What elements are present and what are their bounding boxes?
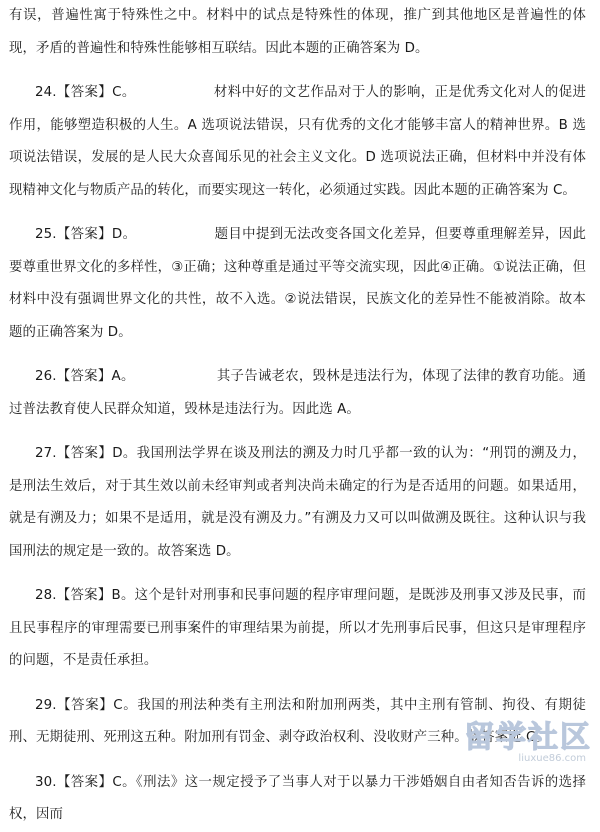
answer-label: 25.【答案】D。 (35, 227, 137, 242)
watermark-logo-text: 留学社区 (464, 720, 592, 755)
answer-paragraph-23-continued (9, 0, 586, 65)
answer-paragraph-26 (9, 361, 586, 426)
paragraph-text: 29.【答案】C。我国的刑法种类有主刑法和附加刑两类，其中主刑有管制、拘役、有期徒刑、无期徒刑、死刑这五种。附加刑有罚金、剥夺政治权利、没收财产三种。故答案选 C。 (9, 697, 586, 745)
paragraph-text: 有误，普遍性寓于特殊性之中。材料中的试点是特殊性的体现，推广到其他地区是普遍性的体现，矛盾的普遍性和特殊性能够相互联结。因此本题的正确答案为 D。 (9, 8, 586, 56)
answer-label: 24.【答案】C。 (35, 85, 136, 100)
paragraph-text: 题目中提到无法改变各国文化差异，但要尊重理解差异，因此要尊重世界文化的多样性，③正确；这种尊重是通过平等交流实现，因此④正确。①说法正确，但材料中没有强调世界文化的共性，故不入选。②说法错误，民族文化的差异性不能被消除。故本题的正确答案为 D。 (9, 227, 586, 340)
paragraph-text: 27.【答案】D。我国刑法学界在谈及刑法的溯及力时几乎都一致的认为：“刑罚的溯及力，是刑法生效后，对于其生效以前未经审判或者判决尚未确定的行为是否适用的问题。如果适用，就是有溯及力；如果不是适用，就是没有溯及力。”有溯及力又可以叫做溯及既往。这种认识与我国刑法的规定是一致的。故答案选 D。 (9, 446, 586, 559)
answer-paragraph-24 (9, 77, 586, 207)
answer-paragraph-29 (9, 690, 586, 755)
answer-label: 26.【答案】A。 (35, 369, 135, 384)
answer-paragraph-25 (9, 219, 586, 349)
answer-paragraph-28 (9, 580, 586, 678)
paragraph-text: 30.【答案】C。《刑法》这一规定授予了当事人对于以暴力干涉婚姻自由者知否告诉的选择权，因而 (9, 774, 586, 822)
watermark-url: liuxue86.com (518, 753, 586, 764)
answer-paragraph-30 (9, 767, 586, 832)
answer-paragraph-27 (9, 438, 586, 568)
paragraph-text: 其子告诫老农，毁林是违法行为，体现了法律的教育功能。通过普法教育使人民群众知道，毁林是违法行为。因此选 A。 (9, 369, 586, 417)
paragraph-text: 28.【答案】B。这个是针对刑事和民事问题的程序审理问题，是既涉及刑事又涉及民事，而且民事程序的审理需要已刑事案件的审理结果为前提，所以才先刑事后民事，但这只是审理程序的问题，不是责任承担。 (9, 588, 586, 668)
paragraph-text: 材料中好的文艺作品对于人的影响，正是优秀文化对人的促进作用，能够塑造积极的人生。A 选项说法错误，只有优秀的文化才能够丰富人的精神世界。B 选项说法错误，发展的是人民大众喜闻乐见的社会主义文化。D 选项说法正确，但材料中并没有体现精神文化与物质产品的转化，而要实现这一转化，必须通过实践。因此本题的正确答案为 C。 (9, 85, 586, 198)
